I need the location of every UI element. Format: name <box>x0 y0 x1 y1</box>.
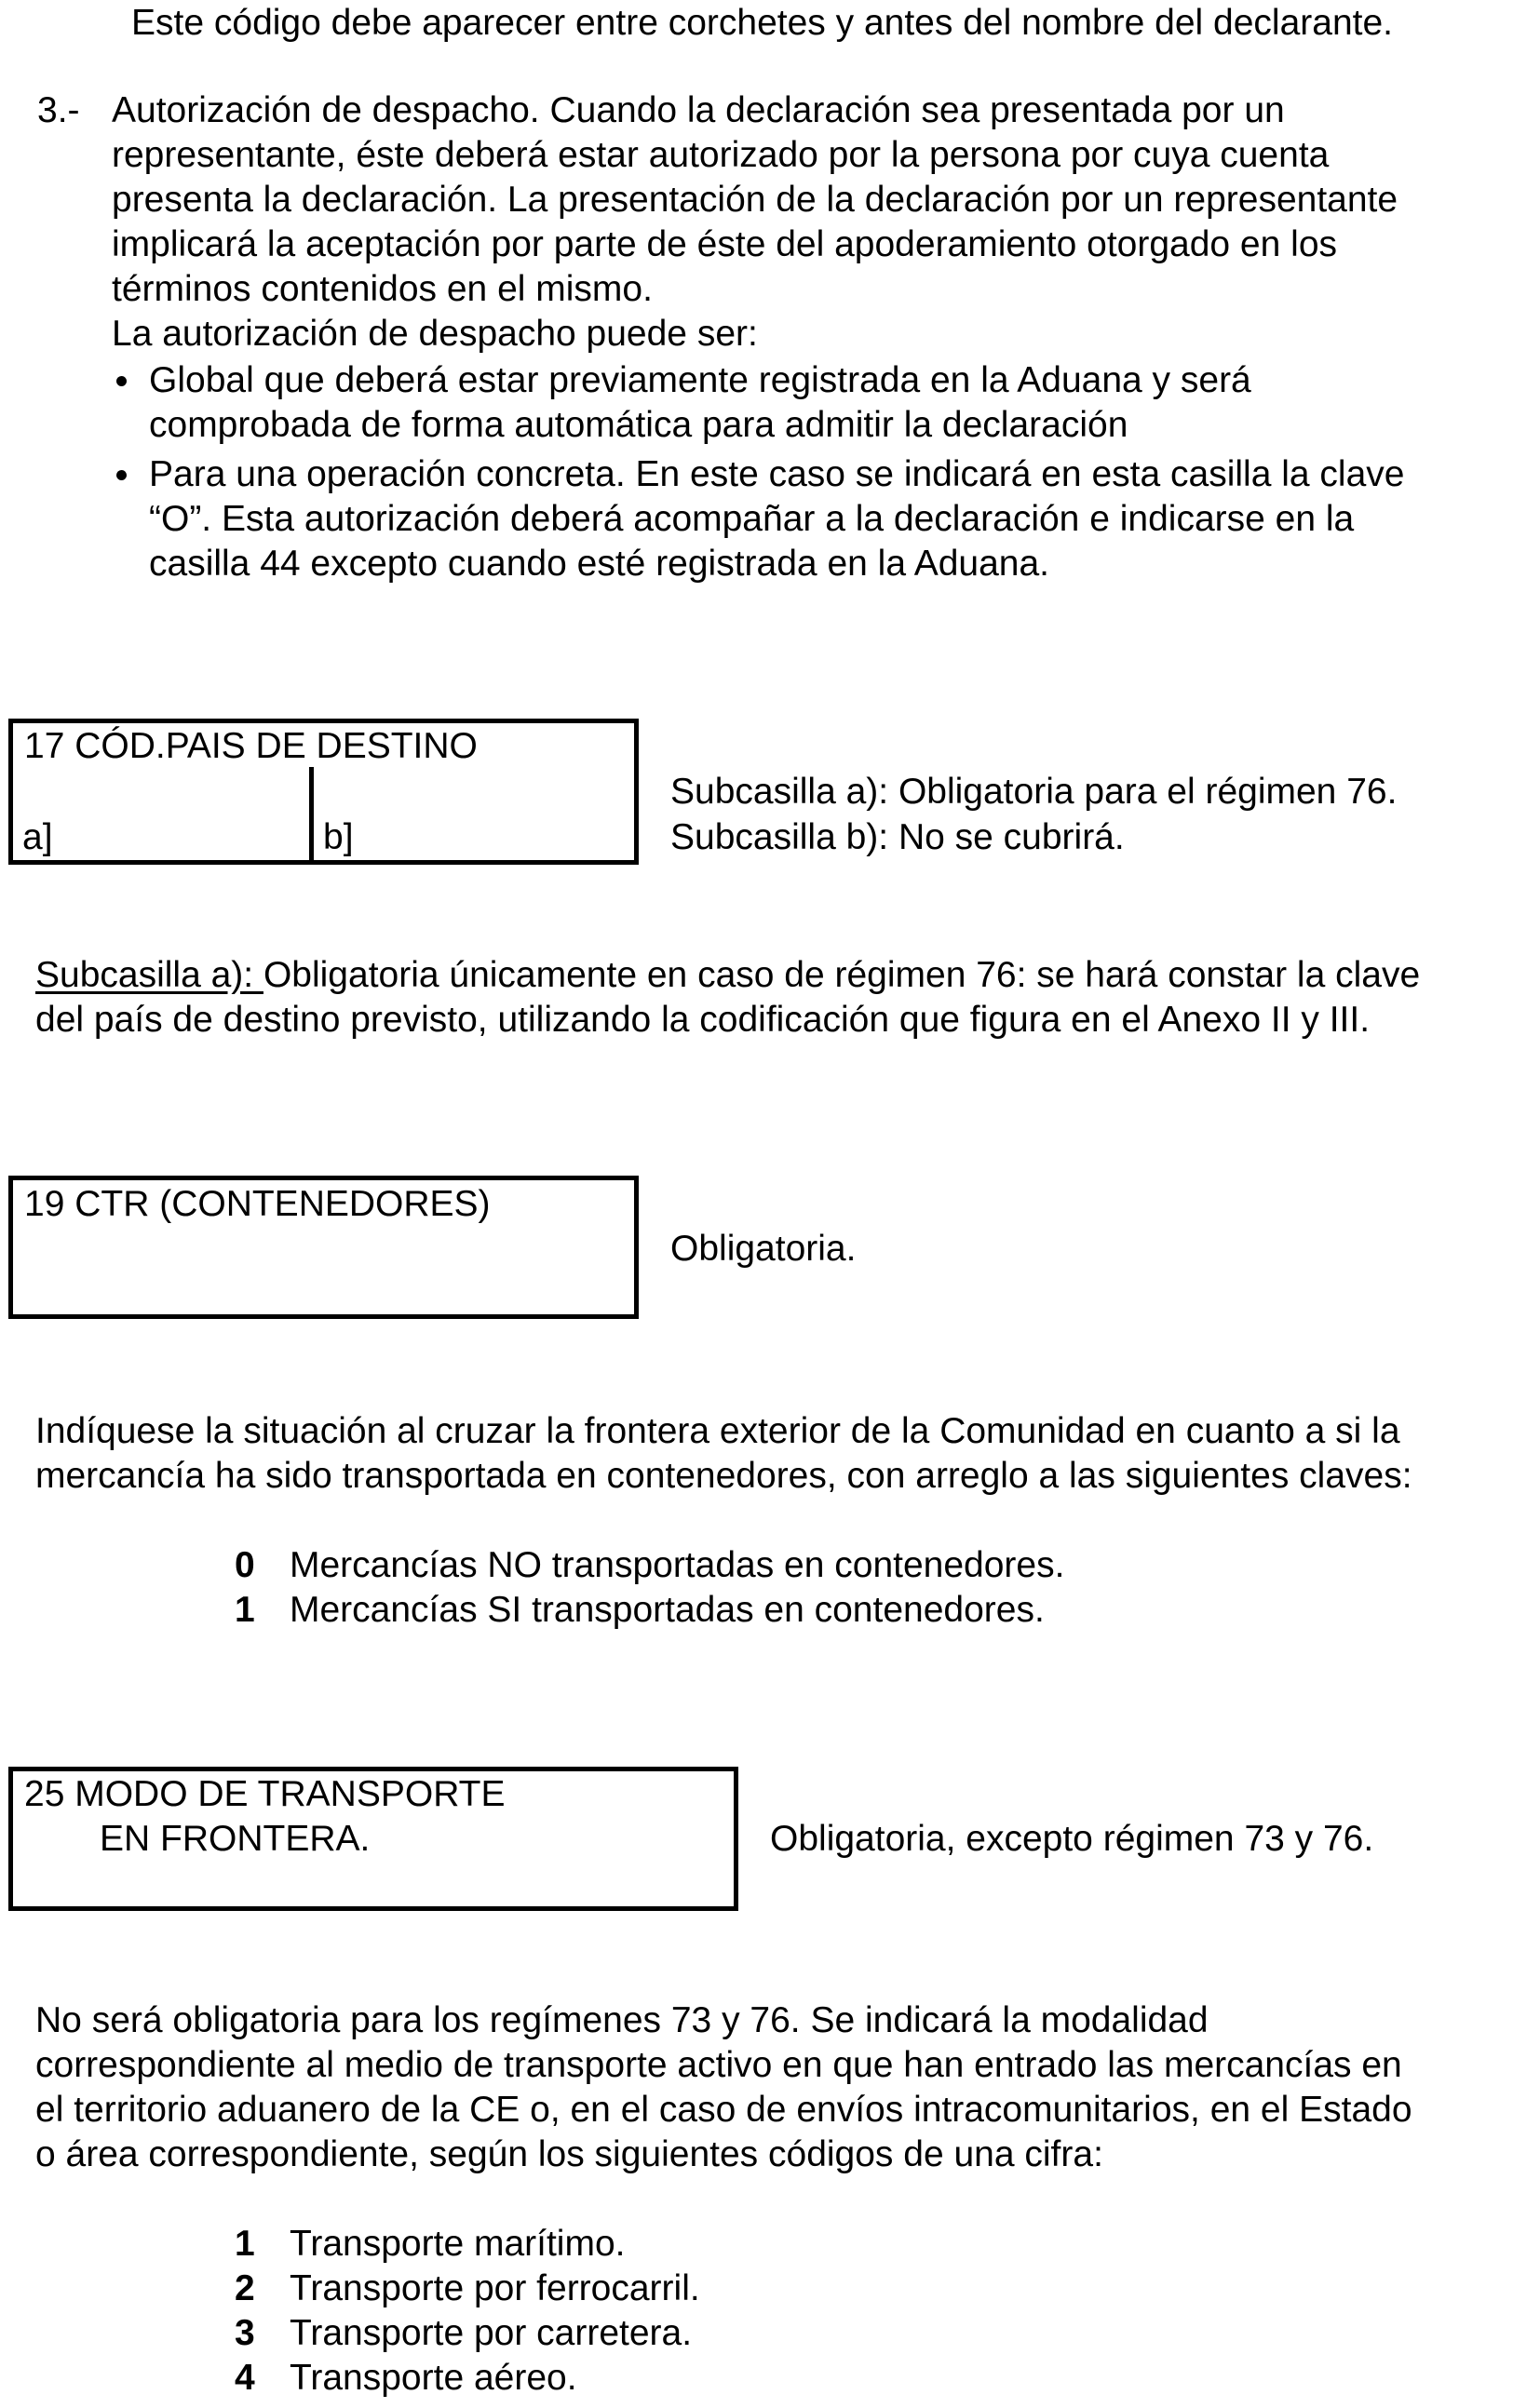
code-0: 0 <box>235 1545 255 1585</box>
code-1-text: Mercancías SI transportadas en contenedores. <box>290 1590 1045 1630</box>
para25-line-4: o área correspondiente, según los siguientes códigos de una cifra: <box>35 2134 1103 2174</box>
bullet-icon <box>116 376 127 386</box>
intro-line: Este código debe aparecer entre corchetes y antes del nombre del declarante. <box>131 3 1394 43</box>
box-25-title-line-1: 25 MODO DE TRANSPORTE <box>24 1774 506 1814</box>
box-17-note-b: Subcasilla b): No se cubrirá. <box>670 817 1125 857</box>
para17-line-2: del país de destino previsto, utilizando la codificación que figura en el Anexo II y III. <box>35 1000 1371 1040</box>
box-17-sub-a: a] <box>22 817 53 857</box>
transport-code-1: 1 <box>235 2224 255 2264</box>
transport-code-1-text: Transporte marítimo. <box>290 2224 626 2264</box>
box-17-title: 17 CÓD.PAIS DE DESTINO <box>24 726 478 766</box>
transport-code-2: 2 <box>235 2268 255 2308</box>
subcasilla-label: Subcasilla a): <box>35 955 263 995</box>
section-number: 3.- <box>37 90 80 130</box>
transport-code-4-text: Transporte aéreo. <box>290 2358 577 2398</box>
bullet-icon <box>116 470 127 480</box>
transport-code-2-text: Transporte por ferrocarril. <box>290 2268 700 2308</box>
box-25-note: Obligatoria, excepto régimen 73 y 76. <box>770 1819 1374 1859</box>
section3-line-2: representante, éste deberá estar autorizado por la persona por cuya cuenta <box>112 135 1330 175</box>
para25-line-3: el territorio aduanero de la CE o, en el caso de envíos intracomunitarios, en el Estado <box>35 2090 1412 2130</box>
para19-line-2: mercancía ha sido transportada en contenedores, con arreglo a las siguientes claves: <box>35 1456 1412 1496</box>
para25-line-2: correspondiente al medio de transporte activo en que han entrado las mercancías en <box>35 2045 1402 2085</box>
code-0-text: Mercancías NO transportadas en contenedores. <box>290 1545 1065 1585</box>
bullet2-line-3: casilla 44 excepto cuando esté registrada en la Aduana. <box>149 544 1050 584</box>
box-17-divider <box>309 767 314 865</box>
box-17-note-a: Subcasilla a): Obligatoria para el régimen 76. <box>670 772 1398 812</box>
transport-code-3: 3 <box>235 2313 255 2353</box>
transport-code-3-text: Transporte por carretera. <box>290 2313 693 2353</box>
box-19-title: 19 CTR (CONTENEDORES) <box>24 1184 491 1224</box>
section3-subhead: La autorización de despacho puede ser: <box>112 314 758 354</box>
box-17-sub-b: b] <box>323 817 354 857</box>
para19-line-1: Indíquese la situación al cruzar la frontera exterior de la Comunidad en cuanto a si la <box>35 1411 1400 1451</box>
code-1: 1 <box>235 1590 255 1630</box>
transport-code-4: 4 <box>235 2358 255 2398</box>
section3-line-3: presenta la declaración. La presentación de la declaración por un representante <box>112 180 1398 220</box>
bullet2-line-1: Para una operación concreta. En este caso se indicará en esta casilla la clave <box>149 454 1405 494</box>
box-19-note: Obligatoria. <box>670 1229 857 1269</box>
section3-line-4: implicará la aceptación por parte de éste del apoderamiento otorgado en los <box>112 224 1338 264</box>
section3-line-1: Autorización de despacho. Cuando la declaración sea presentada por un <box>112 90 1285 130</box>
para17-line-1: Subcasilla a): Obligatoria únicamente en caso de régimen 76: se hará constar la clave <box>35 955 1421 995</box>
box-25-title-line-2: EN FRONTERA. <box>100 1819 371 1859</box>
bullet1-line-1: Global que deberá estar previamente registrada en la Aduana y será <box>149 360 1251 400</box>
bullet2-line-2: “O”. Esta autorización deberá acompañar a la declaración e indicarse en la <box>149 499 1355 539</box>
section3-line-5: términos contenidos en el mismo. <box>112 269 653 309</box>
para25-line-1: No será obligatoria para los regímenes 73 y 76. Se indicará la modalidad <box>35 2000 1209 2040</box>
bullet1-line-2: comprobada de forma automática para admitir la declaración <box>149 405 1128 445</box>
